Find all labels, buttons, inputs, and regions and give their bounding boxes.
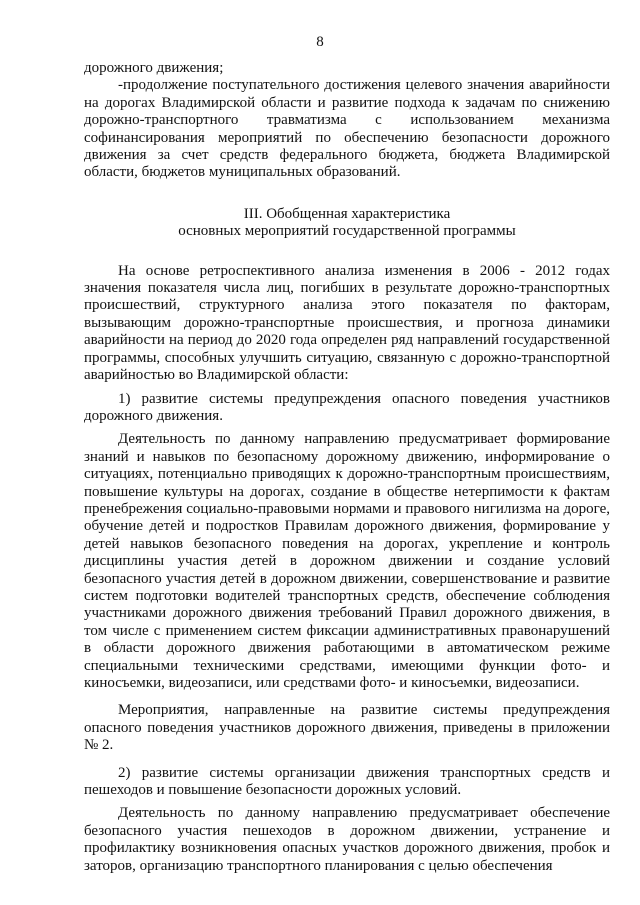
section-title-line-1: III. Обобщенная характеристика bbox=[243, 205, 451, 222]
section-title-line-2: основных мероприятий государственной программы bbox=[178, 223, 516, 240]
paragraph-direction-2-details: Деятельность по данному направлению предусматривает обеспечение безопасного участия пешеходов в дорожном движении, устранение и профилактику возникновения опасных участков дорожного движения, пробок и заторов, организацию транспортного планирования с целью обеспечения bbox=[84, 805, 610, 874]
paragraph-appendix-reference: Мероприятия, направленные на развитие системы предупреждения опасного поведения участников дорожного движения, приведены в приложении № 2. bbox=[84, 702, 610, 754]
paragraph-continuation: дорожного движения; bbox=[84, 60, 224, 76]
paragraph-goal-item: -продолжение поступательного достижения целевого значения аварийности на дорогах Владимирской области и развитие подхода к задачам по снижению дорожно-транспортного травматизма с использованием механизма софинансирования мероприятий по обеспечению безопасности дорожного движения за счет средств федерального бюджета, бюджета Владимирской области, бюджетов муниципальных образований. bbox=[84, 77, 610, 181]
paragraph-direction-1-details: Деятельность по данному направлению предусматривает формирование знаний и навыков по безопасному дорожному движению, информирование о ситуациях, потенциально приводящих к дорожно-транспортным происшествиям, повышение культуры на дорогах, создание в обществе нетерпимости к фактам пренебрежения социально-правовыми нормами и правового нигилизма на дороге, обучение детей и подростков Правилам дорожного движения, формирование у детей навыков безопасного поведения на дорогах, укрепление и контроль дисциплины участия детей в дорожном движении и создание условий безопасного участия детей в дорожном движении, совершенствование и развитие систем подготовки водителей транспортных средств, обеспечение соблюдения участниками дорожного движения требований Правил дорожного движения, в том числе с применением систем фиксации административных правонарушений в области дорожного движения работающими в автоматическом режиме специальными техническими средствами, имеющими функции фото- и киносъемки, видеозаписи, или средствами фото- и киносъемки, видеозаписи. bbox=[84, 431, 610, 691]
section-heading bbox=[84, 206, 610, 241]
paragraph-intro: На основе ретроспективного анализа изменения в 2006 - 2012 годах значения показателя числа лиц, погибших в результате дорожно-транспортных происшествий, структурного анализа этого показателя по факторам, вызывающим дорожно-транспортные происшествия, и прогноза динамики аварийности на период до 2020 года определен ряд направлений государственной программы, способных улучшить ситуацию, связанную с дорожно-транспортной аварийностью во Владимирской области: bbox=[84, 262, 610, 384]
page-number: 8 bbox=[316, 34, 324, 50]
document-body bbox=[84, 60, 610, 875]
paragraph-direction-2: 2) развитие системы организации движения транспортных средств и пешеходов и повышение безопасности дорожных условий. bbox=[84, 764, 610, 799]
paragraph-direction-1: 1) развитие системы предупреждения опасного поведения участников дорожного движения. bbox=[84, 390, 610, 424]
